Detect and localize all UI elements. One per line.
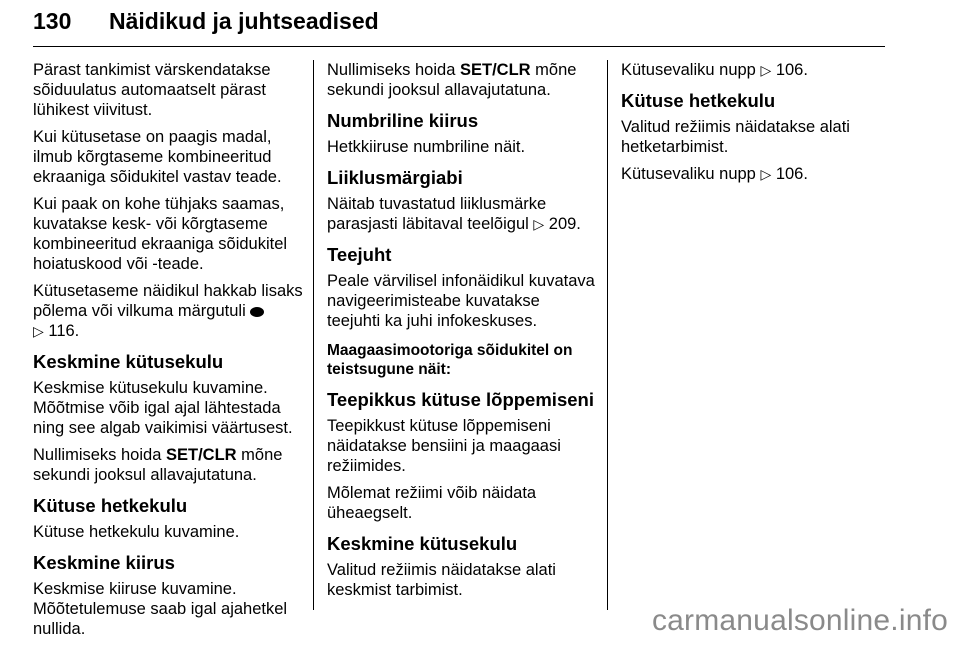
paragraph: Nullimiseks hoida SET/CLR mõne sekundi jooksul allavajutatuna.: [33, 446, 283, 484]
column-2: [327, 60, 597, 607]
section-heading: Kütuse hetkekulu: [33, 495, 188, 516]
watermark: carmanualsonline.info: [651, 604, 948, 637]
paragraph: Nullimiseks hoida SET/CLR mõne sekundi jooksul allavajutatuna.: [327, 61, 577, 99]
page-reference: 116.: [48, 322, 80, 340]
page-header: [33, 6, 885, 47]
section-heading: Teepikkus kütuse lõppemiseni: [327, 389, 594, 410]
paragraph: Näitab tuvastatud liiklusmärke parasjasti läbitaval teelõigul ▷ 209.: [327, 195, 581, 233]
paragraph: Kui kütusetase on paagis madal, ilmub kõrgtaseme kombineeritud ekraaniga sõidukitel vastav teade.: [33, 128, 282, 186]
paragraph: Keskmise kütusekulu kuvamine. Mõõtmise võib igal ajal lähtestada ning see algab vaikimisi väärtusest.: [33, 379, 293, 437]
column-divider: [607, 60, 608, 610]
section-heading: Kütuse hetkekulu: [621, 90, 776, 111]
page-reference-icon: ▷: [533, 216, 545, 232]
paragraph: Kütusetaseme näidikul hakkab lisaks põlema või vilkuma märgutuli ▷ 116.: [33, 282, 303, 340]
paragraph: Mõlemat režiimi võib näidata üheaegselt.: [327, 484, 537, 522]
section-heading: Keskmine kiirus: [33, 552, 175, 573]
paragraph: Valitud režiimis näidatakse alati hetketarbimist.: [621, 118, 850, 156]
page-number: 130: [33, 8, 72, 34]
paragraph: Kütusevaliku nupp ▷ 106.: [621, 61, 808, 79]
page-reference: 106.: [775, 165, 808, 183]
paragraph: Pärast tankimist värskendatakse sõiduulatus automaatselt pärast lühikest viivitust.: [33, 61, 271, 119]
paragraph: Teepikkust kütuse lõppemiseni näidatakse bensiini ja maagaasi režiimides.: [327, 417, 561, 475]
paragraph: Kütusevaliku nupp ▷ 106.: [621, 165, 808, 183]
subsection-heading: Maagaasimootoriga sõidukitel on teistsugune näit:: [327, 342, 573, 378]
section-heading: Liiklusmärgiabi: [327, 167, 463, 188]
section-heading: Teejuht: [327, 244, 392, 265]
paragraph: Kütuse hetkekulu kuvamine.: [33, 523, 240, 541]
paragraph: Hetkkiiruse numbriline näit.: [327, 138, 526, 156]
paragraph: Peale värvilisel infonäidikul kuvatava navigeerimisteabe kuvatakse teejuhti ka juhi infokeskuses.: [327, 272, 595, 330]
page-reference: 209.: [548, 215, 581, 233]
column-divider: [313, 60, 314, 610]
fuel-warning-icon: [250, 307, 264, 317]
paragraph: Kui paak on kohe tühjaks saamas, kuvatakse kesk- või kõrgtaseme kombineeritud ekraaniga sõidukitel hoiatuskood või -teade.: [33, 195, 288, 273]
button-name: SET/CLR: [459, 61, 531, 79]
page-reference: 106.: [775, 61, 808, 79]
page-reference-icon: ▷: [760, 166, 772, 182]
section-heading: Keskmine kütusekulu: [327, 533, 518, 554]
section-heading: Keskmine kütusekulu: [33, 351, 224, 372]
button-name: SET/CLR: [165, 446, 237, 464]
column-1: [33, 60, 305, 646]
column-3: [621, 60, 883, 191]
page-reference-icon: ▷: [33, 323, 44, 339]
section-heading: Numbriline kiirus: [327, 110, 479, 131]
paragraph: Keskmise kiiruse kuvamine. Mõõtetulemuse saab igal ajahetkel nullida.: [33, 580, 288, 638]
paragraph: Valitud režiimis näidatakse alati keskmist tarbimist.: [327, 561, 556, 599]
page-reference-icon: ▷: [760, 62, 772, 78]
page-title: Näidikud ja juhtseadised: [109, 8, 379, 34]
